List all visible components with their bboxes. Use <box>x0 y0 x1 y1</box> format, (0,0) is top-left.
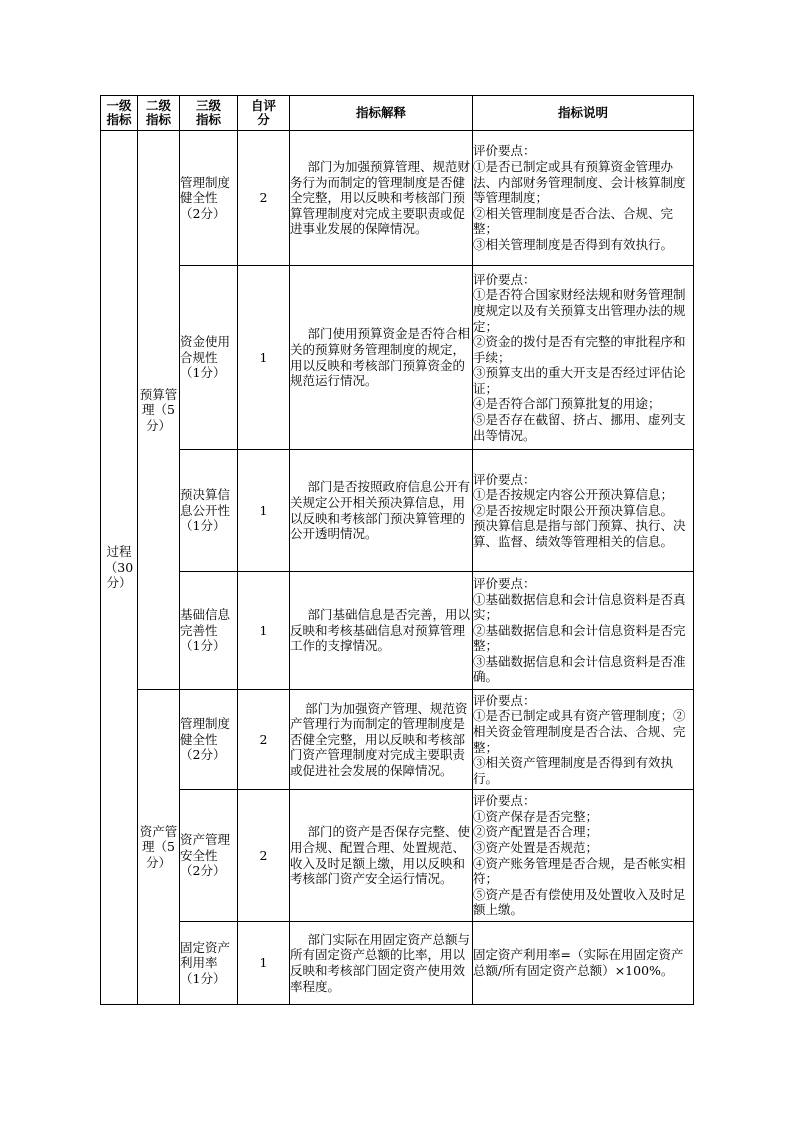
description-cell: 评价要点： ①是否符合国家财经法规和财务管理制度规定以及有关预算支出管理办法的规定； ②资金的拨付是否有完整的审批程序和手续； ③预算支出的重大开支是否经过评估论证； ④是否符合部门预算批复的用途； ⑤是否存在截留、挤占、挪用、虚列支出等情况。 <box>473 266 694 450</box>
table-row <box>101 690 694 790</box>
score-cell: 1 <box>238 450 290 572</box>
score-cell: 1 <box>238 266 290 450</box>
explanation-cell: 部门使用预算资金是否符合相关的预算财务管理制度的规定，用以反映和考核部门预算资金的规范运行情况。 <box>290 266 473 450</box>
level3-cell: 资金使用合规性（1分） <box>180 266 238 450</box>
score-cell: 2 <box>238 790 290 922</box>
explanation-cell: 部门基础信息是否完善，用以反映和考核基础信息对预算管理工作的支撑情况。 <box>290 572 473 690</box>
level3-cell: 管理制度健全性（2分） <box>180 690 238 790</box>
explanation-cell: 部门为加强预算管理、规范财务行为而制定的管理制度是否健全完整，用以反映和考核部门预算管理制度对完成主要职责或促进事业发展的保障情况。 <box>290 131 473 266</box>
header-level3: 三级指标 <box>180 96 238 131</box>
level2-cell: 预算管理（5分） <box>138 131 180 690</box>
description-cell: 评价要点： ①是否已制定或具有预算资金管理办法、内部财务管理制度、会计核算制度等管理制度； ②相关管理制度是否合法、合规、完整； ③相关管理制度是否得到有效执行。 <box>473 131 694 266</box>
header-score: 自评分 <box>238 96 290 131</box>
level3-cell: 管理制度健全性（2分） <box>180 131 238 266</box>
table-row <box>101 572 694 690</box>
level1-cell: 过程（30分） <box>101 131 138 1005</box>
explanation-cell: 部门为加强资产管理、规范资产管理行为而制定的管理制度是否健全完整，用以反映和考核部门资产管理制度对完成主要职责或促进社会发展的保障情况。 <box>290 690 473 790</box>
score-cell: 1 <box>238 572 290 690</box>
table-row <box>101 266 694 450</box>
header-level2: 二级指标 <box>138 96 180 131</box>
table-row <box>101 790 694 922</box>
explanation-cell: 部门的资产是否保存完整、使用合规、配置合理、处置规范、收入及时足额上缴，用以反映和考核部门资产安全运行情况。 <box>290 790 473 922</box>
header-description: 指标说明 <box>473 96 694 131</box>
score-cell: 1 <box>238 922 290 1005</box>
table-row <box>101 450 694 572</box>
table-row <box>101 131 694 266</box>
description-cell: 评价要点： ①基础数据信息和会计信息资料是否真实； ②基础数据信息和会计信息资料是否完整； ③基础数据信息和会计信息资料是否准确。 <box>473 572 694 690</box>
header-row <box>101 96 694 131</box>
level3-cell: 资产管理安全性（2分） <box>180 790 238 922</box>
level3-cell: 预决算信息公开性（1分） <box>180 450 238 572</box>
description-cell: 评价要点： ①资产保存是否完整； ②资产配置是否合理； ③资产处置是否规范； ④资产账务管理是否合规，是否帐实相符； ⑤资产是否有偿使用及处置收入及时足额上缴。 <box>473 790 694 922</box>
description-cell: 评价要点： ①是否已制定或具有资产管理制度；②相关资金管理制度是否合法、合规、完整； ③相关资产管理制度是否得到有效执行。 <box>473 690 694 790</box>
explanation-cell: 部门实际在用固定资产总额与所有固定资产总额的比率，用以反映和考核部门固定资产使用效率程度。 <box>290 922 473 1005</box>
level3-cell: 基础信息完善性（1分） <box>180 572 238 690</box>
description-cell: 评价要点： ①是否按规定内容公开预决算信息； ②是否按规定时限公开预决算信息。 预决算信息是指与部门预算、执行、决算、监督、绩效等管理相关的信息。 <box>473 450 694 572</box>
score-cell: 2 <box>238 690 290 790</box>
explanation-cell: 部门是否按照政府信息公开有关规定公开相关预决算信息，用以反映和考核部门预决算管理的公开透明情况。 <box>290 450 473 572</box>
header-level1: 一级指标 <box>101 96 138 131</box>
level3-cell: 固定资产利用率（1分） <box>180 922 238 1005</box>
description-cell: 固定资产利用率=（实际在用固定资产总额/所有固定资产总额）×100%。 <box>473 922 694 1005</box>
header-explanation: 指标解释 <box>290 96 473 131</box>
table-row <box>101 922 694 1005</box>
indicator-table <box>100 95 694 1005</box>
score-cell: 2 <box>238 131 290 266</box>
level2-cell: 资产管理（5分） <box>138 690 180 1005</box>
